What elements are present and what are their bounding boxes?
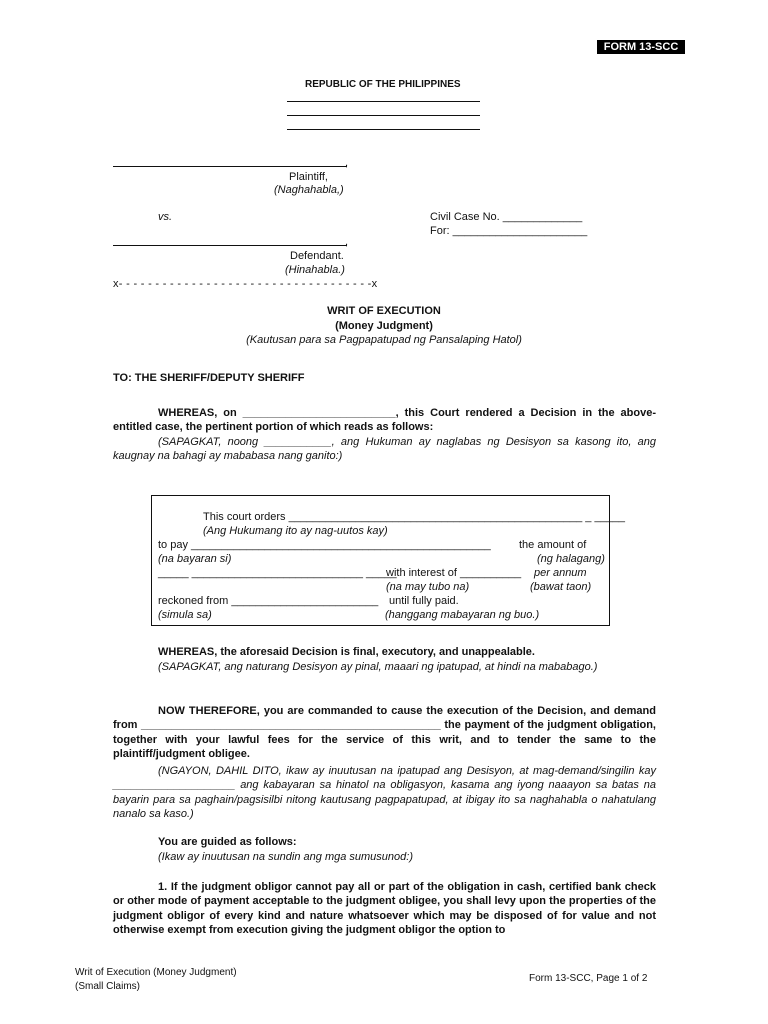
amount-blank: _____ ____________________________ _____ — [158, 567, 397, 579]
until-paid: until fully paid. — [389, 595, 459, 607]
whereas-final: WHEREAS, the aforesaid Decision is final, executory, and unappealable. — [158, 646, 535, 658]
court-orders: This court orders ________________________________________________ _ _____ — [203, 511, 626, 523]
caption-end: x- - - - - - - - - - - - - - - - - - - - - - - - - - - - - - - - - - -x — [113, 278, 378, 290]
footer-subtitle: (Small Claims) — [75, 981, 140, 992]
civil-case-no: Civil Case No. _____________ — [430, 211, 583, 223]
defendant-line — [113, 245, 347, 246]
to-pay: to pay _________________________________________________ — [158, 539, 491, 551]
reckoned-from: reckoned from ________________________ — [158, 595, 379, 607]
guided-heading-tl: (Ikaw ay inuutusan na sundin ang mga sumusunod:) — [158, 851, 413, 863]
for-line: For: ______________________ — [430, 225, 588, 237]
footer-page-number: Form 13-SCC, Page 1 of 2 — [529, 973, 648, 984]
court-line-2 — [287, 115, 480, 116]
bawat-tl: (bawat taon) — [530, 581, 592, 593]
court-line-3 — [287, 129, 480, 130]
whereas-decision-tl: (SAPAGKAT, noong ___________, ang Hukuman ay naglabas ng Desisyon sa kasong ito, ang kaugnay na bahagi ay mababasa nang ganito:) — [113, 436, 656, 463]
per-annum: per annum — [534, 567, 587, 579]
writ-title-tl: (Kautusan para sa Pagpapatupad ng Pansalaping Hatol) — [246, 334, 522, 346]
writ-title: WRIT OF EXECUTION — [327, 305, 441, 317]
plaintiff-line — [113, 166, 347, 167]
defendant-label: Defendant. — [290, 250, 344, 262]
whereas-decision: WHEREAS, on _________________________, this Court rendered a Decision in the above-entitled case, the pertinent portion of which reads as follows: — [113, 407, 656, 434]
form-badge: FORM 13-SCC — [597, 40, 685, 54]
to-sheriff: TO: THE SHERIFF/DEPUTY SHERIFF — [113, 372, 305, 384]
amount-of: the amount of — [519, 539, 587, 551]
now-therefore: NOW THEREFORE, you are commanded to cause the execution of the Decision, and demand from _________________________________________________ the payment of the judgment obligation, together with your lawful fees for the service of this writ, and to tender the same to the plaintiff/judgment obligee. — [113, 705, 656, 760]
defendant-tl: (Hinahabla.) — [285, 264, 345, 276]
vs-label: vs. — [158, 211, 173, 223]
hanggang-tl: (hanggang mabayaran ng buo.) — [385, 609, 540, 621]
simula-tl: (simula sa) — [158, 609, 212, 621]
tubo-tl: (na may tubo na) — [386, 581, 470, 593]
whereas-final-tl: (SAPAGKAT, ang naturang Desisyon ay pinal, maaari ng ipatupad, at hindi na mababago.) — [158, 661, 598, 673]
court-line-1 — [287, 101, 480, 102]
guided-heading: You are guided as follows: — [158, 836, 297, 848]
now-therefore-tl: (NGAYON, DAHIL DITO, ikaw ay inuutusan na ipatupad ang Desisyon, at mag-demand/singilin kay ____________________ ang kabayaran sa hinatol na obligasyon, kasama ang iyong naaayon sa batas na bayarin para sa paghain/pagsisilbi nitong kautusang pagpapatupad, at ibigay ito sa naghahabla o nahatulang nanalo sa kaso.) — [113, 765, 656, 820]
halagang-tl: (ng halagang) — [537, 553, 605, 565]
bayaran-tl: (na bayaran si) — [158, 553, 232, 565]
plaintiff-tl: (Naghahabla,) — [274, 184, 344, 196]
guideline-item-1: 1. If the judgment obligor cannot pay all or part of the obligation in cash, certified bank check or other mode of payment acceptable to the judgment obligee, you shall levy upon the properties of the judgment obligor of every kind and nature whatsoever which may be disposed of for value and not otherwise exempt from execution giving the judgment obligor the option to — [113, 881, 656, 936]
writ-subtitle: (Money Judgment) — [335, 320, 433, 332]
republic-heading: REPUBLIC OF THE PHILIPPINES — [305, 79, 461, 90]
plaintiff-label: Plaintiff, — [289, 171, 328, 183]
court-orders-tl: (Ang Hukumang ito ay nag-uutos kay) — [203, 525, 388, 537]
footer-title: Writ of Execution (Money Judgment) — [75, 967, 237, 978]
interest-of: with interest of __________ — [386, 567, 522, 579]
